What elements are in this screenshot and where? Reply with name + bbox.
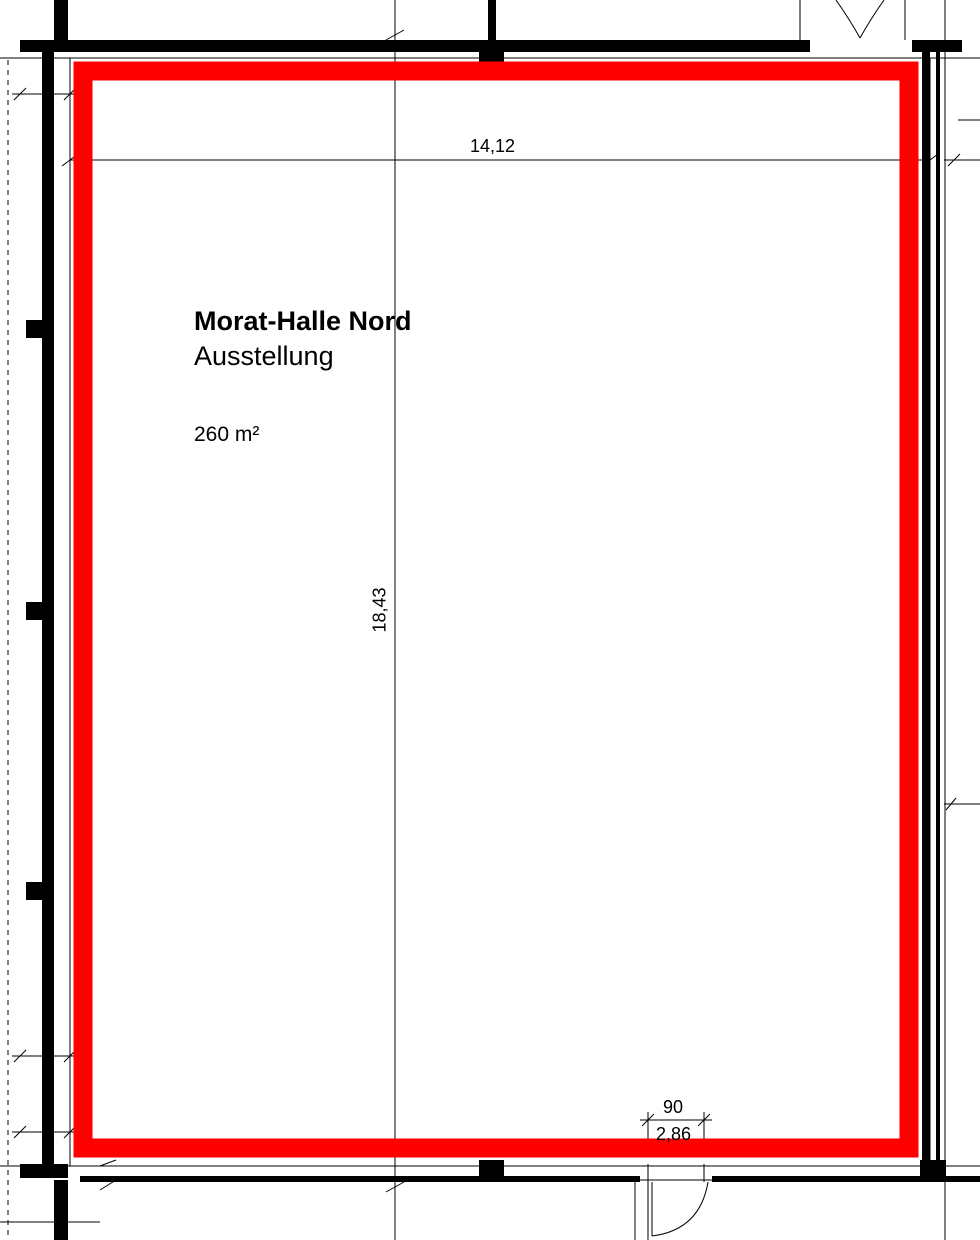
- column-top: [479, 44, 504, 62]
- bottom-wall-b: [712, 1176, 980, 1182]
- door-bottom: [648, 1164, 708, 1240]
- bottom-wall-left: [20, 1164, 68, 1178]
- left-post-2: [26, 602, 44, 620]
- column-top-left: [54, 0, 68, 40]
- left-post-1: [26, 320, 44, 338]
- dimension-segment: 2,86: [656, 1124, 692, 1144]
- door-swing-top: [836, 0, 884, 38]
- left-post-3: [26, 882, 44, 900]
- dimension-lines: [0, 30, 980, 1222]
- right-wall: [922, 52, 930, 1164]
- dimension-width: 14,12: [470, 136, 516, 156]
- dimension-height: 18,43: [369, 587, 390, 633]
- room-name: Morat-Halle Nord: [194, 306, 412, 336]
- room-highlight-outline: [83, 71, 909, 1148]
- top-wall: [20, 40, 810, 52]
- right-wall-inner: [936, 52, 940, 1164]
- room-area: 260 m²: [194, 423, 260, 446]
- room-usage: Ausstellung: [194, 341, 334, 371]
- bottom-wall-right: [920, 1160, 946, 1178]
- top-right-wall: [912, 40, 962, 52]
- dimension-door: 90: [663, 1097, 684, 1117]
- bottom-wall: [80, 1176, 640, 1182]
- column-bottom: [479, 1160, 504, 1178]
- walls: [20, 0, 980, 1240]
- column-top-mid: [488, 0, 496, 40]
- bottom-column-left: [54, 1180, 68, 1240]
